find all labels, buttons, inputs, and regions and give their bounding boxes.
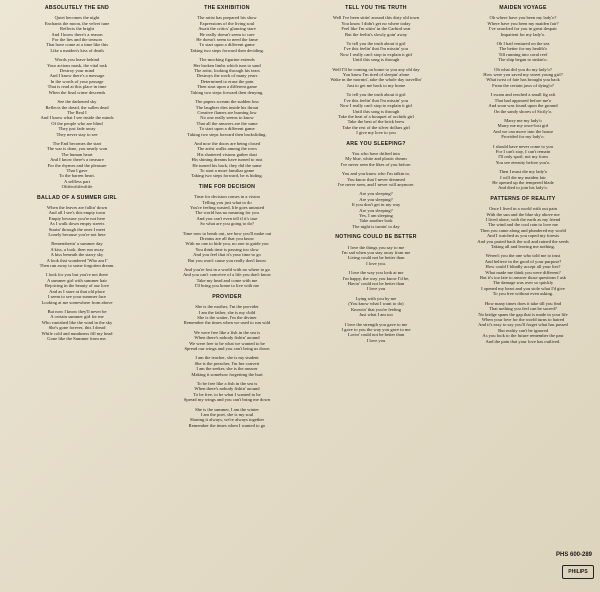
lyric-line: Rememberin' a summer day	[51, 241, 103, 247]
lyric-line: Are you sleeping?	[359, 196, 393, 202]
lyric-line: Marry me my once-lost girl	[497, 123, 549, 129]
lyric-line: Destroys the work of many years	[196, 73, 258, 79]
lyric-line: I gave to you the way you gave to me	[341, 326, 411, 332]
stanza	[305, 171, 447, 187]
lyric-line: Are you sleeping?	[359, 191, 393, 197]
lyric-line: We were free like a fish in the sea is	[193, 329, 261, 335]
lyric-line: Lying with you by me	[355, 295, 397, 301]
lyric-line: For I can't stay, I can't remain	[495, 148, 551, 154]
lyric-line: The night is turnin' to day	[352, 223, 400, 229]
stanza	[452, 15, 594, 37]
lyric-line: Oh I had ventured on the sea	[496, 41, 550, 47]
lyric-line: The papers scream the sudden loss	[195, 99, 259, 105]
lyric-line: A summer girl with summer hair	[46, 277, 108, 283]
lyric-line: That is read at this place in time	[47, 84, 107, 90]
stanza	[156, 141, 298, 179]
lyric-line: And I know what I see inside the minds	[40, 115, 114, 121]
lyric-line: You know I didn't get no where today	[341, 20, 411, 26]
lyric-line: Havin' could not be better than	[347, 281, 405, 287]
lyric-line: I love you	[366, 286, 386, 292]
stanza	[305, 15, 447, 37]
stanza	[452, 67, 594, 89]
lyric-line: I've this feelin' that I'm missin' you	[343, 46, 409, 52]
lyric-line: To start upon a different game	[199, 42, 255, 48]
lyric-line: To tell you the truth about it girl	[346, 41, 406, 47]
lyric-line: Where have you been my maiden fair?	[487, 20, 559, 26]
stanza	[452, 118, 594, 140]
lyric-line: You think time is passing too slow	[195, 246, 259, 252]
lyric-line: I swam and reached a small fig raft	[490, 92, 556, 98]
lyric-line: Well I've been sittin' around this dirty old town	[332, 15, 420, 21]
stanza	[156, 194, 298, 226]
stanza	[452, 41, 594, 63]
lyric-line: I'll only spoil, not my form	[498, 154, 548, 160]
song-title: PATTERNS OF REALITY	[490, 195, 556, 202]
lyric-line: And you can't conceive of a life you don't know	[182, 272, 272, 278]
lyric-line: He doesn't seem to need the fame	[196, 37, 258, 43]
lyric-line: To tell you the truth about it girl	[346, 92, 406, 98]
lyric-line: He turned his back, they did the same	[192, 162, 262, 168]
lyric-line: You who have drifted into	[351, 150, 401, 156]
lyric-line: His shattered visions gather dust	[197, 151, 257, 157]
lyric-line: See the darkened sky	[57, 99, 97, 105]
lyric-line: Reflects the bright	[60, 26, 94, 32]
lyric-line: Taking two steps forward, he is hiding.	[191, 173, 263, 179]
stanza	[305, 67, 447, 89]
stanza	[305, 92, 447, 135]
lyric-line: And died to join his lady'o.	[498, 185, 548, 191]
lyric-line: Till running into coral reef	[498, 51, 548, 57]
stanza	[305, 322, 447, 344]
lyric-line: Dreams are all that you know	[199, 236, 255, 242]
lyric-line: I give my love to you	[356, 130, 396, 136]
stanza	[452, 206, 594, 249]
stanza	[6, 272, 148, 304]
stanza	[6, 241, 148, 268]
lyric-line: You see eternity before you'o.	[495, 159, 551, 165]
lyric-line: When your love for the world turns to hatred	[481, 316, 565, 322]
lyric-line: When there's nobody fishin' around	[194, 386, 260, 392]
stanza	[305, 151, 447, 167]
lyric-line: (You know what I want to do)	[348, 301, 404, 307]
song-title: PROVIDER	[212, 293, 242, 300]
lyric-line: She's gone forever, this I dread	[48, 325, 106, 331]
lyric-line: To the barren heart.	[59, 173, 95, 179]
lyric-line: But now I know they'll never be	[47, 308, 107, 314]
stanza	[6, 141, 148, 190]
lyric-line: When the leaves are fallin' down	[46, 205, 108, 210]
lyric-line: To you free without even asking.	[492, 291, 554, 297]
lyric-line: That I gave	[66, 167, 88, 173]
lyric-line: For the rhymes and the pleasure	[47, 162, 107, 168]
lyric-line: With no one to hide you, no one to guide you	[185, 241, 269, 247]
column-2	[156, 6, 298, 434]
lyric-line: As I walk down empty streets	[49, 221, 105, 227]
stanza	[156, 99, 298, 137]
lyric-line: Empty because you're not here	[48, 215, 106, 221]
song	[452, 197, 594, 344]
song	[452, 6, 594, 191]
lyric-line: Her broken limbs which turn to sand	[193, 62, 261, 68]
lyric-line: For the lies and the treason	[52, 37, 102, 43]
lyric-line: Lonely because you're not here	[48, 232, 106, 238]
lyric-line: And you're lost in a world with no where to go	[184, 267, 270, 273]
lyric-line: And all I see's this empty town	[48, 210, 106, 216]
lyric-line: He really doesn't seem to care	[199, 31, 255, 37]
lyric-line: Await the critics' glancing stare	[198, 26, 256, 32]
lyric-line: Take another look	[359, 218, 393, 224]
lyric-line: I opened my heart and you stole what I'd give	[481, 285, 565, 291]
lyric-line: Quiet becomes the night	[54, 15, 100, 21]
lyric-line: The End becomes the start	[52, 140, 102, 146]
lyric-line: Starin' through the ones I meet	[48, 226, 106, 232]
stanza	[156, 355, 298, 377]
lyric-line: The human heart	[61, 151, 93, 157]
column-3	[305, 6, 447, 349]
lyric-line: And I watched as you roped my forests	[486, 233, 560, 239]
lyric-line: On the sandy shores of Sicily'o.	[493, 108, 553, 114]
lyric-line: To start a more familiar game	[199, 167, 255, 173]
lyric-line: To start upon a different game	[199, 126, 255, 132]
lyric-line: Determined to erase the pain	[200, 78, 254, 84]
lyric-line: Take the heat of a bouquet of orchids girl	[338, 113, 414, 119]
stanza	[452, 144, 594, 166]
lyric-line: When there's nobody fishin' around	[194, 335, 260, 341]
stanza	[452, 92, 594, 114]
stanza	[6, 309, 148, 341]
lyric-line: And the pain that your love has outlived.	[485, 338, 561, 344]
lyric-line: The artist, looking through his tears	[194, 68, 260, 74]
lyric-line: But the feelin's slowly goin' away	[344, 31, 407, 37]
lyric-line: I should have never come to you	[493, 143, 553, 149]
stanza	[6, 57, 148, 95]
lyric-line: That all the answers are the same	[196, 120, 258, 126]
lyric-line: I love the strength you gave to me	[344, 321, 408, 327]
lyric-line: Oh where have you been my lady'o?	[489, 15, 557, 21]
lyric-line: What made me think you were different?	[485, 269, 561, 275]
lyric-line: Impatient for my lady'o.	[500, 31, 546, 37]
lyric-line: A look that wondered 'Who am I'	[46, 257, 108, 263]
stanza	[6, 15, 148, 53]
lyric-line: Now I really can't stop to explain it girl	[339, 51, 413, 57]
lyric-line: No one really seems to know	[200, 115, 254, 121]
lyric-line: What twist of fate has brought you back	[486, 77, 560, 83]
lyric-line: His shining dreams have turned to rust	[191, 157, 263, 163]
lyric-line: And I know there's a treasure	[50, 157, 104, 163]
lyric-line: I'll bring you home to live with me	[195, 283, 259, 289]
lyric-line: The wind and the cool rain to love me	[488, 222, 558, 228]
song	[156, 6, 298, 179]
lyric-line: And you feel that it's your time to go	[193, 252, 261, 258]
lyric-line: I've never seen, and I never will anymore.	[337, 181, 415, 187]
lyric-line: Then you came along and plundered my world	[480, 227, 566, 233]
song	[305, 235, 447, 343]
lyric-line: You and you know who I'm talkin to,	[341, 171, 411, 177]
song-title: TIME FOR DECISION	[198, 183, 256, 190]
lyric-line: To be free like a fish in the sea is	[196, 380, 258, 386]
lyric-line: I am the father, she is my child	[198, 309, 256, 315]
lyric-line: The laughter dies inside his throat	[195, 104, 259, 110]
stanza	[156, 330, 298, 352]
lyric-line: She is the waiter, I'm the diviner	[197, 314, 257, 320]
lyric-line: But you won't cause you really don't know	[187, 257, 267, 263]
stanza	[156, 381, 298, 403]
lyric-line: Wake in the mornin', take the whole day travellin'	[330, 77, 422, 83]
lyric-line: The world has no meaning for you	[195, 210, 259, 216]
lyric-line: I'm happy, the way you know I'd be,	[342, 275, 410, 281]
philips-logo: PHILIPS	[562, 565, 594, 579]
lyric-line: I look for you but you're not there	[45, 272, 109, 278]
lyric-line: Sharing it always, we're always together	[189, 417, 265, 423]
lyric-line: How were you saved my sweet young girl?	[483, 72, 563, 78]
lyric-line: The artist walks among the rows	[197, 146, 257, 152]
lyric-line: I will die my maiden fair	[500, 174, 546, 180]
song	[6, 6, 148, 190]
lyric-line: They never stay to see	[56, 131, 98, 137]
lyric-line: And believe in the good of your purpose?	[484, 258, 562, 264]
lyric-line: Remember the times when I wanted to go	[188, 422, 266, 428]
lyric-line: The war is done, you nearly won	[46, 146, 108, 152]
lyric-line: She is the summer, I am the winter	[195, 406, 259, 412]
lyric-line: Taking two steps forward then backsliding.	[187, 131, 267, 137]
lyric-line: Looking at me somewhere from above	[41, 299, 113, 305]
lyric-line: From the certain jaws of dying'o?	[492, 82, 554, 88]
lyric-line: We were free to be what we wanted to be	[189, 340, 265, 346]
lyric-line: Lovin' could not be better than	[347, 332, 405, 338]
stanza	[156, 267, 298, 289]
song	[6, 196, 148, 342]
lyric-line: A selfless part	[63, 178, 91, 184]
lyric-line: A kiss, a look, then run away	[50, 246, 104, 252]
lyric-line: Then start upon a different game	[197, 84, 257, 90]
lyric-line: Well I'll be coming on home to you any old day	[332, 66, 420, 72]
stanza	[6, 205, 148, 237]
song-title: BALLAD OF A SUMMER GIRL	[37, 194, 117, 201]
lyric-line: Who vanished like the wind in the sky	[41, 319, 113, 325]
stanza	[452, 301, 594, 344]
lyric-line: Provided for my lady'o.	[501, 134, 545, 140]
lyric-line: Are you sleeping?	[359, 207, 393, 213]
song	[305, 142, 447, 230]
song-title: NOTHING COULD BE BETTER	[335, 234, 417, 241]
lyric-line: A certain summer girl for me	[50, 314, 104, 320]
lyric-line: A kiss beneath the starry sky	[50, 252, 104, 258]
lyric-line: Time for decision comes in a vision	[194, 194, 260, 200]
lyric-line: Words you leave behind	[54, 57, 100, 63]
lyric-line: I've searched for you in great despair	[489, 26, 557, 32]
lyric-line: Taking all and leaving me nothing.	[491, 244, 555, 250]
lyric-line: Gone like the Summer from me.	[47, 335, 107, 341]
lyric-line: I've this feelin' that I'm missin' you	[343, 97, 409, 103]
lyric-line: I'm sad when you stay away from me	[341, 250, 411, 256]
lyric-line: Just what I am too	[359, 312, 393, 318]
lyric-line: That nothing you feel can be sacred?	[489, 306, 557, 312]
lyric-line: But it's too late to answer those questions I ask	[480, 275, 566, 281]
lyric-line: Marry me my lady'o	[504, 117, 542, 123]
lyric-line: Telling you just what to do	[202, 199, 252, 205]
lyric-line: I love the things you say to me	[347, 244, 405, 250]
song-title: TELL YOU THE TRUTH	[345, 5, 407, 11]
lyric-line: She is the mother, I'm the provider	[195, 304, 259, 310]
lyric-line: Take my head and come with me	[196, 277, 258, 283]
lyric-line: She is the preacher, I'm her convert	[194, 360, 260, 366]
catalog-number: PHS 600-289	[556, 552, 593, 558]
stanza	[305, 296, 447, 318]
lyric-line: Yes, I am sleeping	[359, 213, 393, 218]
lyric-line: Of the people who are blind	[51, 120, 103, 126]
lyric-line: In the words of your passage	[50, 78, 104, 84]
lyric-line: Once I lived in a world with out pain	[489, 206, 557, 212]
lyric-line: Now I really can't stop to explain it girl	[339, 103, 413, 109]
lyric-line: Take the best of the brick brew	[347, 119, 405, 125]
lyric-line: And soon was found upon the ground	[488, 103, 558, 109]
lyric-line: Destroy your mind	[59, 68, 95, 74]
lyric-line: The mocking figurine extends	[199, 57, 255, 63]
song	[156, 295, 298, 429]
lyric-line: So what are you going to do?	[200, 221, 254, 227]
lyric-line: My blue, white and plastic dream	[345, 156, 407, 162]
lyric-line: He opened up the tempered blade	[492, 179, 554, 185]
lyric-line: I love you.	[366, 260, 386, 266]
lyric-line: Spread my wings and you can't bring me down	[183, 397, 271, 403]
lyric-line: To be free, to be what I wanted to be	[193, 391, 261, 397]
lyric-line: Taking two steps forward then deciding.	[190, 47, 264, 53]
lyric-line: Remember the times when we used to run wild	[183, 320, 271, 326]
lyric-line: Rejoicing in the beauty of our love	[44, 283, 110, 289]
lyric-line: I seem to see your summer face	[47, 294, 107, 300]
column-4	[452, 6, 594, 350]
stanza	[305, 191, 447, 229]
song-title: THE EXHIBITION	[204, 5, 250, 11]
lyric-line: And now the doors are being closed	[193, 140, 261, 146]
stanza	[156, 407, 298, 429]
lyric-line: Creative flames are burning low	[197, 109, 257, 115]
song-title: ABSOLUTELY THE END	[44, 5, 110, 11]
lyric-line: I am the poet, she is my soul	[200, 412, 254, 417]
lyric-line: Oh what did you do my lady'o?	[494, 66, 552, 72]
lyric-line: Until this song is through	[352, 108, 400, 114]
lyric-line: You know that I never dreamed	[347, 176, 405, 182]
lyric-line: Your actions mask, the vital task	[47, 62, 107, 68]
lyric-line: How many times does it take till you find	[484, 300, 562, 306]
lyric-line: Weren't you the one who told me to trust	[485, 253, 561, 259]
song	[156, 185, 298, 289]
lyric-line: As you look to the future remember the past	[482, 333, 564, 339]
lyric-line: I am the seeker, she is the answer	[196, 366, 258, 372]
lyric-line: I love the way you look at me	[348, 270, 404, 276]
lyric-line: Knowin' that you're feeling	[350, 306, 401, 312]
lyric-line: I've never seen the likes of you before.	[340, 161, 412, 167]
lyric-line: If you don't get in my way	[351, 202, 401, 208]
lyric-line: With the sun and the blue sky above me	[486, 211, 560, 217]
lyric-line: How could I blindly accept all your lies?	[485, 264, 561, 270]
lyric-line: Spread our wings and you can't bring us down	[184, 345, 270, 351]
lyric-line: Taking two steps forward then denying.	[190, 89, 264, 95]
lyric-line: No bridge spans the gap that is made in your life	[478, 311, 568, 317]
lyric-line: And it's easy to say you'll forget what has passed	[478, 322, 568, 328]
lyric-line: Feel like I'm sittin' in the Carbird seat	[341, 26, 411, 32]
lyric-line: Living could not be better than	[347, 255, 405, 261]
lyric-line: I love you	[366, 337, 386, 343]
column-1	[6, 6, 148, 347]
lyric-line: Expressions of the living soul	[199, 20, 255, 26]
lyric-line: The artist has prepared his show	[197, 15, 257, 21]
lyric-line: The damage was over so quickly	[492, 280, 554, 286]
song-title: ARE YOU SLEEPING?	[346, 140, 406, 147]
song	[305, 6, 447, 136]
lyric-line: And you can't even tell if it's true	[196, 215, 258, 221]
lyric-line: And we can move into the house	[492, 128, 554, 134]
stanza	[156, 15, 298, 53]
lyric-line: When the final crime descends	[48, 89, 106, 95]
song-title: MAIDEN VOYAGE	[499, 5, 547, 11]
lyric-line: Making it somehow forgetting the hurt	[191, 371, 263, 377]
lyric-line: But reality can't be ignored	[498, 327, 548, 333]
lyric-line: You're feeling wasted, life goes untasted	[189, 205, 265, 210]
lyric-line: Like a maiden's kiss of death	[50, 47, 104, 53]
lyric-line: Then run away to some forgotten dream.	[39, 263, 115, 269]
stanza	[156, 57, 298, 95]
stanza	[156, 231, 298, 263]
lyric-line: Until this song is through	[352, 57, 400, 63]
lyric-line: Just to get me back to my home	[346, 82, 406, 88]
lyric-line: Then I must die my lady'o	[498, 169, 548, 175]
lyric-line: That had appeared before me'o	[494, 97, 552, 103]
lyric-line: Time now to break out, see how you'll make out	[182, 230, 272, 236]
lyric-line: That have come at a time like this	[45, 42, 109, 48]
lyric-line: They just fade away	[58, 126, 96, 132]
stanza	[305, 270, 447, 292]
lyric-line: While cold and numbness fill my head	[41, 330, 113, 336]
stanza	[305, 245, 447, 267]
stanza	[305, 41, 447, 63]
lyric-line: The ship began to sinkin'o.	[498, 57, 548, 63]
lyric-line: The Real I	[67, 109, 87, 115]
lyric-line: And I know there's a message	[49, 73, 105, 79]
stanza	[6, 99, 148, 137]
lyric-line: You know I'm tired of sleepin' alone	[342, 72, 410, 78]
lyric-line: I am the teacher, she is my student	[195, 355, 259, 361]
lyric-line: And I know there's a reason	[51, 31, 103, 37]
lyric-line: Ofiifeofiifeofiife	[61, 184, 93, 190]
stanza	[452, 253, 594, 296]
stanza	[156, 304, 298, 326]
lyric-line: Take the rest of the silver dollars girl	[342, 124, 410, 130]
lyric-line: Enchants the moon, the velvet tune	[44, 20, 110, 26]
lyric-line: Reflects the dread, the sullen dead	[45, 104, 109, 110]
lyric-line: And you parted back the soil and ruined the seeds	[477, 238, 569, 244]
lyric-line: And as I stare at that old place	[49, 288, 105, 294]
lyric-line: I lived alone, with the earth as my friend	[485, 217, 561, 222]
lyric-line: The better for my health'o	[499, 46, 547, 52]
stanza	[452, 169, 594, 191]
